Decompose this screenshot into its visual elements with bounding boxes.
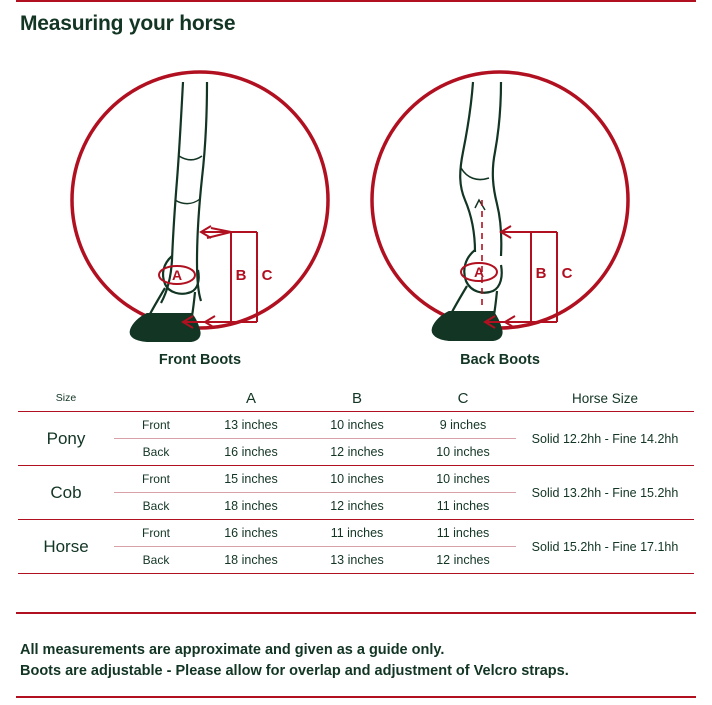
group-name-horse: Horse [43,536,89,556]
hind-back-edge [493,82,502,256]
measurements-table-wrap [18,385,694,574]
footer-line-2: Boots are adjustable - Please allow for overlap and adjustment of Velcro straps. [20,663,569,679]
measurements-table [18,385,694,574]
pastern-back [192,292,195,316]
position-cell: Back [142,499,170,513]
back-label-c: C [561,265,573,282]
position-cell: Front [141,472,170,486]
group-name-pony: Pony [46,428,86,448]
value-a: 18 inches [224,499,278,513]
front-label-a: A [171,267,183,283]
value-b: 13 inches [330,553,384,567]
leg-back-edge [197,82,207,301]
horse-size-pony: Solid 12.2hh - Fine 14.2hh [531,431,679,446]
value-c: 11 inches [436,499,490,513]
illustrations-row [0,60,712,375]
table-row [18,466,694,492]
value-a: 15 inches [224,472,278,486]
position-cell: Back [142,553,170,567]
page-title: Measuring your horse [20,12,236,35]
front-label-b: B [235,267,247,284]
front-leg-diagram [55,60,345,350]
group-name-cob: Cob [50,482,82,502]
header-a: A [245,389,256,407]
back-leg-diagram [355,60,645,350]
back-boots-illustration [355,60,645,375]
pastern-front [451,286,467,314]
value-c: 10 inches [436,472,490,486]
header-size: Size [55,392,77,404]
value-b: 10 inches [330,472,384,486]
footer-top-divider [16,612,696,614]
header-b: B [351,389,362,407]
joint-line [179,156,202,160]
table-header-row [18,385,694,411]
value-a: 13 inches [224,418,278,432]
back-boots-caption: Back Boots [460,352,540,368]
value-c: 10 inches [436,445,490,459]
table-row [18,520,694,546]
bottom-divider [16,696,696,698]
value-a: 16 inches [224,526,278,540]
back-label-a: A [473,264,485,280]
table-row [18,412,694,438]
front-label-c: C [261,267,273,284]
horse-size-horse: Solid 15.2hh - Fine 17.1hh [531,539,679,554]
footer-line-1: All measurements are approximate and given as a guide only. [20,642,445,658]
hind-front-edge [460,82,475,252]
value-b: 10 inches [330,418,384,432]
front-boots-illustration [55,60,345,375]
header-blank [114,385,198,411]
value-a: 18 inches [224,553,278,567]
footer-notes [20,640,692,682]
position-cell: Front [141,526,170,540]
header-c: C [457,389,469,407]
value-b: 12 inches [330,445,384,459]
top-divider [16,0,696,2]
value-a: 16 inches [224,445,278,459]
horse-size-cob: Solid 13.2hh - Fine 15.2hh [531,485,679,500]
position-cell: Front [141,418,170,432]
back-label-b: B [535,265,547,282]
tendon-line [175,199,200,204]
position-cell: Back [142,445,170,459]
value-c: 11 inches [436,526,490,540]
pastern-back [494,291,497,315]
table-bottom-rule [18,573,694,574]
hock-line [461,168,489,180]
value-c: 9 inches [439,418,487,432]
measure-b-arrow-top [501,226,531,238]
front-boots-caption: Front Boots [158,352,242,368]
value-c: 12 inches [436,553,490,567]
value-b: 11 inches [330,526,384,540]
value-b: 12 inches [330,499,384,513]
header-horse-size: Horse Size [571,390,639,406]
tendon-mark [475,200,485,210]
